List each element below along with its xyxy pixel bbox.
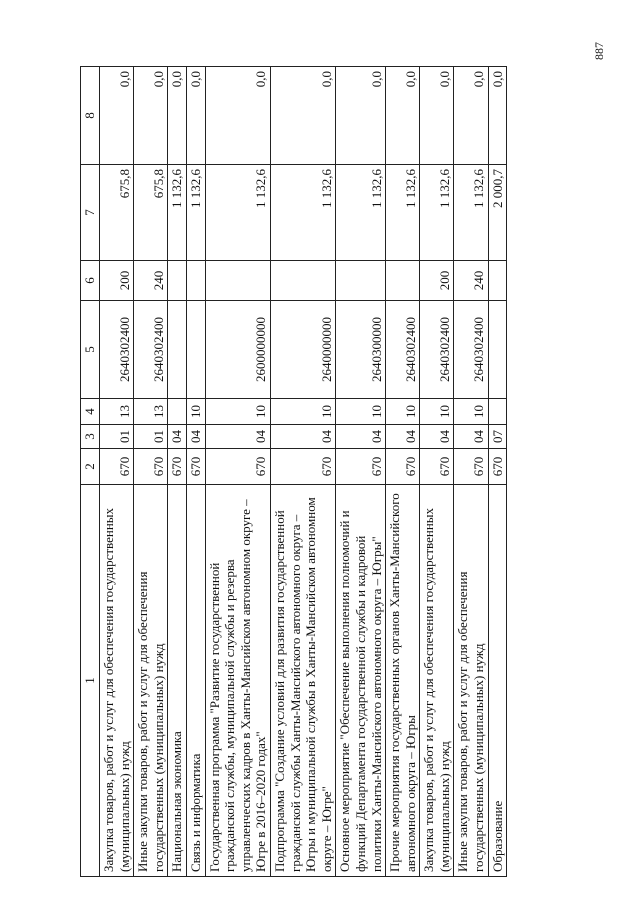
column-header: 1	[81, 485, 100, 877]
cell-amount: 1 132,6	[336, 165, 386, 261]
cell-amount-2: 0,0	[168, 67, 187, 165]
cell-expense-type	[186, 261, 205, 301]
cell-target-article: 2640000000	[270, 301, 335, 399]
cell-target-article	[168, 301, 187, 399]
table-row	[100, 67, 134, 877]
cell-ministry-code: 670	[205, 449, 270, 485]
cell-ministry-code: 670	[168, 449, 187, 485]
cell-section: 01	[100, 425, 134, 449]
cell-amount-2: 0,0	[270, 67, 335, 165]
rotated-page-content	[80, 67, 607, 877]
cell-section: 01	[134, 425, 168, 449]
column-header: 8	[81, 67, 100, 165]
row-name: Национальная экономика	[168, 485, 187, 877]
cell-expense-type: 200	[420, 261, 454, 301]
cell-section: 04	[186, 425, 205, 449]
cell-amount-2: 0,0	[186, 67, 205, 165]
cell-section: 04	[420, 425, 454, 449]
cell-section: 04	[168, 425, 187, 449]
cell-target-article: 2600000000	[205, 301, 270, 399]
table-row	[186, 67, 205, 877]
cell-subsection: 10	[270, 399, 335, 425]
cell-amount: 1 132,6	[186, 165, 205, 261]
cell-amount-2: 0,0	[420, 67, 454, 165]
row-name: Государственная программа "Развитие государственной гражданской службы, муниципальной службы и резерва управленческих кадров в Ханты-Мансийском автономном округе – Югре в 2016–2020 годах"	[205, 485, 270, 877]
cell-amount-2: 0,0	[386, 67, 420, 165]
page-number: 887	[592, 42, 606, 60]
row-name: Иные закупки товаров, работ и услуг для обеспечения государственных (муниципальных) нужд	[454, 485, 488, 877]
column-header: 2	[81, 449, 100, 485]
cell-target-article	[488, 301, 507, 399]
cell-target-article: 2640300000	[336, 301, 386, 399]
cell-expense-type: 240	[134, 261, 168, 301]
budget-table	[80, 66, 507, 877]
cell-section: 04	[270, 425, 335, 449]
table-row	[205, 67, 270, 877]
cell-target-article	[186, 301, 205, 399]
cell-expense-type	[168, 261, 187, 301]
cell-section: 07	[488, 425, 507, 449]
cell-target-article: 2640302400	[100, 301, 134, 399]
cell-subsection	[488, 399, 507, 425]
column-header: 4	[81, 399, 100, 425]
row-name: Подпрограмма "Создание условий для развития государственной гражданской службы Ханты-Мансийского автономного округа – Югры и муниципальной службы в Ханты-Мансийском автономном округе – Югре"	[270, 485, 335, 877]
row-name: Иные закупки товаров, работ и услуг для обеспечения государственных (муниципальных) нужд	[134, 485, 168, 877]
cell-subsection: 10	[386, 399, 420, 425]
cell-ministry-code: 670	[336, 449, 386, 485]
cell-amount: 675,8	[134, 165, 168, 261]
cell-ministry-code: 670	[488, 449, 507, 485]
table-row	[270, 67, 335, 877]
row-name: Прочие мероприятия государственных органов Ханты-Мансийского автономного округа – Югры	[386, 485, 420, 877]
column-header: 6	[81, 261, 100, 301]
cell-expense-type: 240	[454, 261, 488, 301]
cell-amount-2: 0,0	[488, 67, 507, 165]
cell-amount-2: 0,0	[100, 67, 134, 165]
cell-subsection	[168, 399, 187, 425]
cell-expense-type	[336, 261, 386, 301]
cell-amount: 1 132,6	[205, 165, 270, 261]
cell-ministry-code: 670	[100, 449, 134, 485]
cell-target-article: 2640302400	[386, 301, 420, 399]
cell-section: 04	[454, 425, 488, 449]
cell-target-article: 2640302400	[454, 301, 488, 399]
cell-section: 04	[336, 425, 386, 449]
cell-target-article: 2640302400	[420, 301, 454, 399]
cell-amount: 1 132,6	[386, 165, 420, 261]
table-row	[420, 67, 454, 877]
cell-ministry-code: 670	[270, 449, 335, 485]
cell-expense-type	[386, 261, 420, 301]
cell-subsection: 13	[134, 399, 168, 425]
row-name: Образование	[488, 485, 507, 877]
cell-expense-type	[205, 261, 270, 301]
table-row	[336, 67, 386, 877]
table-row	[454, 67, 488, 877]
cell-expense-type: 200	[100, 261, 134, 301]
cell-subsection: 10	[420, 399, 454, 425]
cell-amount-2: 0,0	[454, 67, 488, 165]
cell-ministry-code: 670	[186, 449, 205, 485]
cell-subsection: 10	[186, 399, 205, 425]
cell-amount: 1 132,6	[270, 165, 335, 261]
cell-target-article: 2640302400	[134, 301, 168, 399]
cell-ministry-code: 670	[134, 449, 168, 485]
row-name: Основное мероприятие "Обеспечение выполнения полномочий и функций Департамента государственной службы и кадровой политики Ханты-Мансийского автономного округа – Югры"	[336, 485, 386, 877]
row-name: Закупка товаров, работ и услуг для обеспечения государственных (муниципальных) нужд	[420, 485, 454, 877]
cell-amount: 1 132,6	[168, 165, 187, 261]
cell-amount: 1 132,6	[420, 165, 454, 261]
cell-amount: 675,8	[100, 165, 134, 261]
cell-amount: 2 000,7	[488, 165, 507, 261]
cell-ministry-code: 670	[454, 449, 488, 485]
cell-amount-2: 0,0	[336, 67, 386, 165]
cell-amount: 1 132,6	[454, 165, 488, 261]
row-name: Связь и информатика	[186, 485, 205, 877]
table-row	[134, 67, 168, 877]
column-header: 7	[81, 165, 100, 261]
table-row	[386, 67, 420, 877]
cell-amount-2: 0,0	[205, 67, 270, 165]
cell-expense-type	[270, 261, 335, 301]
cell-subsection: 10	[336, 399, 386, 425]
cell-amount-2: 0,0	[134, 67, 168, 165]
column-header: 3	[81, 425, 100, 449]
cell-subsection: 10	[454, 399, 488, 425]
table-row	[488, 67, 507, 877]
cell-expense-type	[488, 261, 507, 301]
cell-ministry-code: 670	[420, 449, 454, 485]
table-row	[168, 67, 187, 877]
column-header: 5	[81, 301, 100, 399]
row-name: Закупка товаров, работ и услуг для обеспечения государственных (муниципальных) нужд	[100, 485, 134, 877]
cell-subsection: 13	[100, 399, 134, 425]
header-row	[81, 67, 100, 877]
cell-subsection: 10	[205, 399, 270, 425]
cell-section: 04	[386, 425, 420, 449]
cell-ministry-code: 670	[386, 449, 420, 485]
cell-section: 04	[205, 425, 270, 449]
